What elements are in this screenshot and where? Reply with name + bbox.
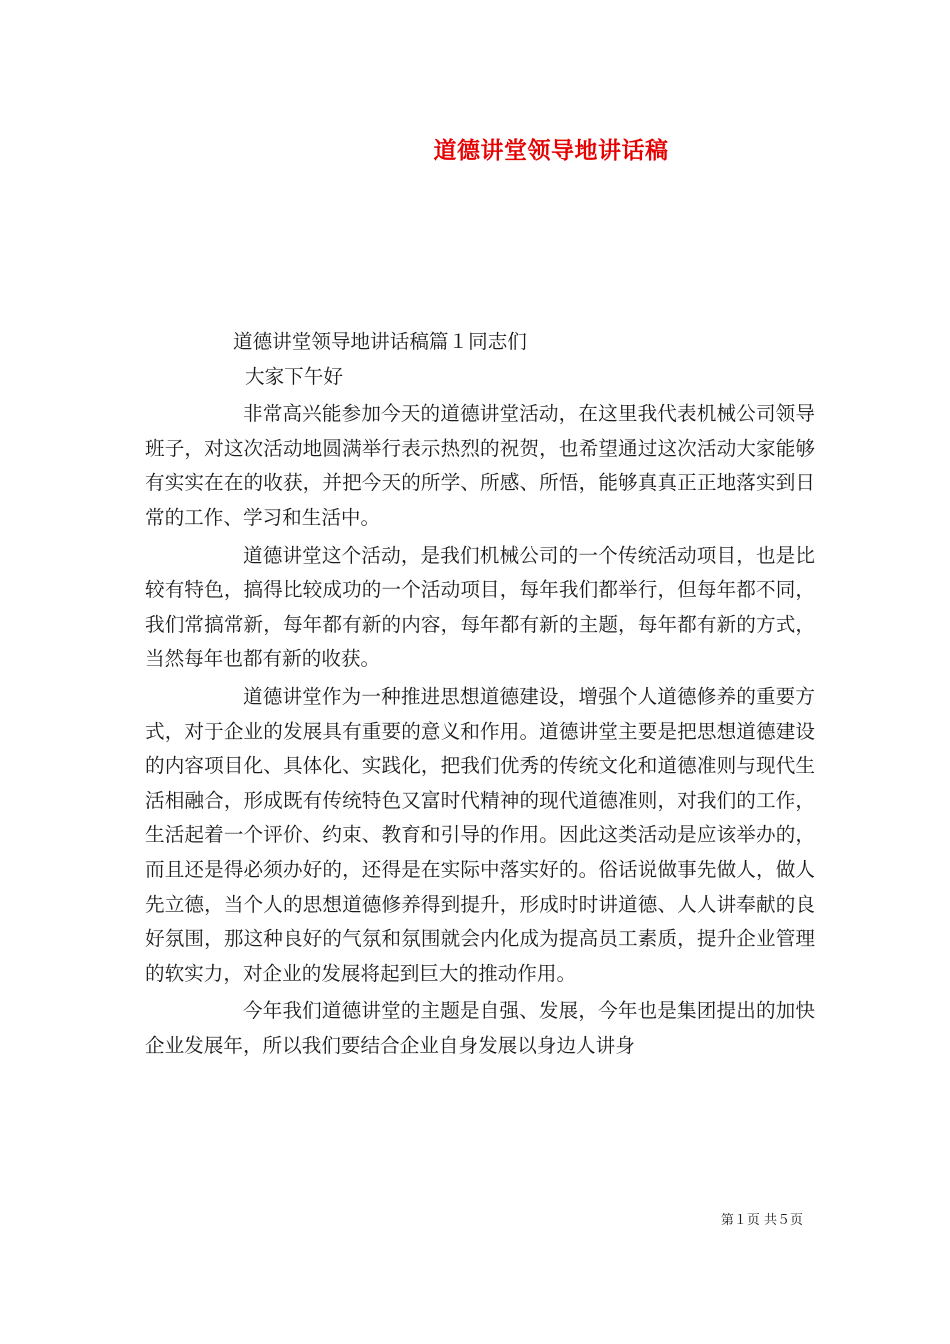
- page-number-footer: 第１页 共５页: [720, 1213, 803, 1228]
- paragraph-1: 非常高兴能参加今天的道德讲堂活动，在这里我代表机械公司领导班子，对这次活动地圆满举行表示热烈的祝贺，也希望通过这次活动大家能够有实实在在的收获，并把今天的所学、所感、所悟，能够真真正正地落实到日常的工作、学习和生活中。: [145, 402, 815, 529]
- document-body: [145, 325, 815, 1063]
- document-title: 道德讲堂领导地讲话稿: [433, 137, 669, 164]
- speech-heading-line: 道德讲堂领导地讲话稿篇１同志们: [233, 330, 527, 353]
- paragraph-4: 今年我们道德讲堂的主题是自强、发展，今年也是集团提出的加快企业发展年，所以我们要结合企业自身发展以身边人讲身: [145, 999, 815, 1057]
- greeting-line: 大家下午好: [245, 364, 343, 388]
- paragraph-2: 道德讲堂这个活动，是我们机械公司的一个传统活动项目，也是比较有特色，搞得比较成功的一个活动项目，每年我们都举行，但每年都不同，我们常搞常新，每年都有新的内容，每年都有新的主题，每年都有新的方式，当然每年也都有新的收获。: [145, 543, 815, 671]
- paragraph-3: 道德讲堂作为一种推进思想道德建设，增强个人道德修养的重要方式，对于企业的发展具有重要的意义和作用。道德讲堂主要是把思想道德建设的内容项目化、具体化、实践化，把我们优秀的传统文化和道德准则与现代生活相融合，形成既有传统特色又富时代精神的现代道德准则，对我们的工作，生活起着一个评价、约束、教育和引导的作用。因此这类活动是应该举办的，而且还是得必须办好的，还得是在实际中落实好的。俗话说做事先做人，做人先立德，当个人的思想道德修养得到提升，形成时时讲道德、人人讲奉献的良好氛围，那这种良好的气氛和氛围就会内化成为提高员工素质，提升企业管理的软实力，对企业的发展将起到巨大的推动作用。: [145, 684, 815, 985]
